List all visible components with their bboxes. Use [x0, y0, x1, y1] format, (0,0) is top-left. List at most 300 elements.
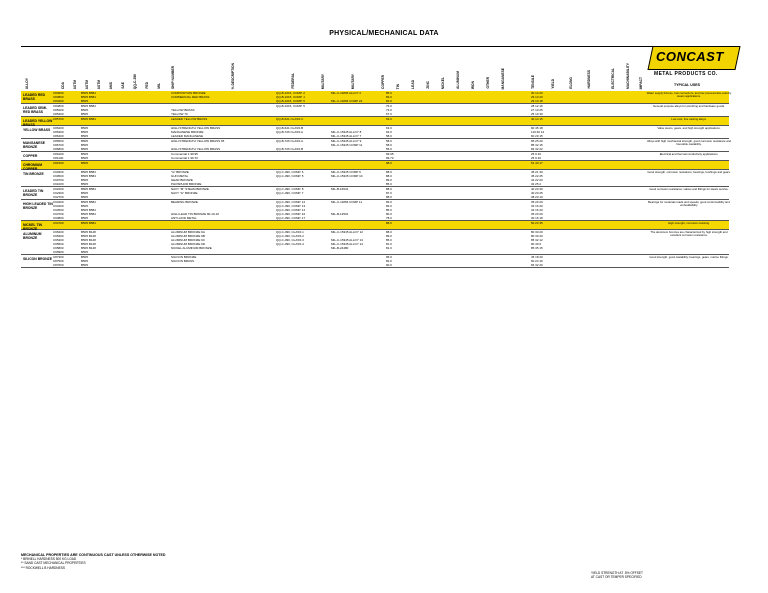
cell-alloy: C83800 [53, 95, 64, 99]
typical-uses-text: Water supply fixtures, fuel connectors, and low pressure/low-velocity steam applications. [646, 91, 732, 99]
cell-desc: COMPOSITION BRONZE [171, 91, 206, 95]
cell-std: B505 [81, 147, 89, 151]
cell-alloy: C95500 [53, 242, 64, 246]
cell-fed: QQ-C-390, COMP. 16 [276, 212, 306, 216]
cell-cu: 63.0 [386, 126, 392, 130]
cell-alloy: C90500 [53, 174, 64, 178]
cell-alloy: C86400 [53, 134, 64, 138]
cell-desc: HIGH STRENGTH YELLOW BRASS [171, 147, 221, 151]
cell-desc: YELLOW BRASS [171, 108, 195, 112]
alloy-group [21, 126, 729, 139]
cell-std: B505 B148 [81, 230, 96, 234]
cell-props: 44 22 20 [531, 178, 543, 182]
cell-std: B505 [81, 139, 89, 143]
cell-mil: MIL-C-15345 COMP 11 [331, 143, 363, 147]
cell-cu: 84.0 [386, 204, 392, 208]
group-label: SILICON BRONZE [23, 257, 53, 261]
cell-props: 32 16 20 [531, 208, 543, 212]
alloy-group [21, 170, 729, 187]
cell-std: B505 B584 [81, 91, 96, 95]
cell-alloy: C85200 [53, 108, 64, 112]
cell-mil: MIL-B-24480 [331, 246, 349, 250]
cell-cu: 83.0 [386, 95, 392, 99]
cell-cu: 99.70 [386, 156, 394, 160]
header-col: CDA [61, 81, 65, 89]
cell-props: 65 25 20 [531, 139, 543, 143]
group-label: MANGANESE BRONZE [23, 141, 46, 149]
cell-std: B505 B584 [81, 221, 96, 225]
cell-desc: NICKEL ALUMINUM BRONZE [171, 246, 212, 250]
cell-fed: QQ-B-1015, COMP. 5 [276, 104, 305, 108]
header-col: ASTM [73, 79, 77, 89]
cell-fed: QQ-C-390, COMP. 12 [276, 200, 306, 204]
table-row [21, 99, 729, 103]
cell-cu: 85.0 [386, 91, 392, 95]
table-header [21, 46, 729, 92]
header-col: MANGANESE [501, 67, 505, 89]
cell-desc: PHOSPHOR BRONZE [171, 182, 202, 186]
cell-alloy: C87300 [53, 255, 64, 259]
header-col: NICKEL [441, 76, 445, 89]
typical-uses-text: Alloys with high mechanical strength, good corrosion resistance and favorable castability. [646, 139, 732, 147]
cell-cu: 88.0 [386, 174, 392, 178]
cell-cu: 89.0 [386, 234, 392, 238]
cell-cu: 55.0 [386, 147, 392, 151]
cell-cu: 81.0 [386, 242, 392, 246]
header-col: TIN [396, 83, 400, 89]
header-col: SAE [121, 82, 125, 89]
header-col: MIL [157, 83, 161, 89]
cell-mil: MIL-C-11866 COMP 22 [331, 99, 363, 103]
cell-std: B505 [81, 112, 89, 116]
table-row [21, 263, 729, 267]
cell-cu: 89.0 [386, 178, 392, 182]
alloy-group [21, 187, 729, 200]
cell-desc: "G" BRONZE [171, 170, 189, 174]
cell-cu: 87.0 [386, 191, 392, 195]
alloy-group [21, 200, 729, 221]
footer-title: MECHANICAL PROPERTIES ARE CONTINUOUS CAST UNLESS OTHERWISE NOTED [21, 553, 166, 557]
cell-std: B505 [81, 259, 89, 263]
cell-std: B505 [81, 130, 89, 134]
cell-mil: MIL-C-15345 ALLOY 7 [331, 134, 362, 138]
cell-fed: QQ-B-726 CLASS A [276, 130, 304, 134]
cell-desc: NAVY "G" BRONZE [171, 191, 198, 195]
footer-note: * BRINELL HARDNESS 500 KG LOAD [21, 557, 77, 562]
header-col: OTHER [486, 77, 490, 89]
group-label: LEADED TIN BRONZE [23, 189, 44, 197]
cell-std: B505 B584 [81, 187, 96, 191]
group-label: NICKEL TIN BRONZE [23, 223, 42, 231]
cell-desc: HIGH LEAD TIN BRONZE 80-10-10 [171, 212, 219, 216]
cell-props: 27 10 25 [531, 108, 543, 112]
header-col: YIELD [551, 79, 555, 89]
cell-std: B505 [81, 152, 89, 156]
typical-uses-text: General purpose alloys for plumbing and hardware goods. [653, 104, 725, 108]
cell-props: 29 13 18 [531, 99, 543, 103]
header-col: FEDERAL [291, 73, 295, 89]
cell-desc: LEADED YELLOW BRASS [171, 117, 208, 121]
cell-cu: 88.0 [386, 187, 392, 191]
cell-std: B505 B584 [81, 95, 96, 99]
cell-props: 110 60 12 [531, 130, 545, 134]
cell-desc: HIGH STRENGTH YELLOW BRASS 65 [171, 139, 225, 143]
cell-alloy: C90700 [53, 178, 64, 182]
cell-fed: QQ-C-390, COMP. 17 [276, 216, 306, 220]
cell-desc: ALUMINUM BRONZE 9A [171, 230, 205, 234]
cell-cu: 85.0 [386, 182, 392, 186]
table-row [21, 195, 729, 199]
table-row [21, 182, 729, 186]
cell-props: 50 23 35 [531, 221, 543, 225]
footer-note: ** SAND CAST MECHANICAL PROPERTIES [21, 561, 86, 566]
cell-std: B505 [81, 99, 89, 103]
cell-std: B505 B148 [81, 246, 96, 250]
table-row [21, 147, 729, 151]
cell-cu: 98.0 [386, 161, 392, 165]
cell-fed: QQ-B-1015, COMP. 2 [276, 91, 305, 95]
cell-alloy: C92200 [53, 187, 64, 191]
cell-cu: 83.0 [386, 200, 392, 204]
cell-props: 32 25 2 [531, 182, 542, 186]
cell-fed: QQ-B-621 CLASS C [276, 117, 304, 121]
cell-std: B505 [81, 250, 89, 254]
header-col: ALLOY [25, 77, 29, 89]
header-col: COPPER [381, 75, 385, 89]
alloy-group [21, 91, 732, 104]
cell-std: B505 [81, 263, 89, 267]
cell-desc: ALUMINUM BRONZE 9C [171, 238, 206, 242]
cell-cu: 63.0 [386, 117, 392, 121]
cell-props: 45 22 25 [531, 174, 543, 178]
cell-fed: QQ-C-390, COMP. 8 [276, 187, 304, 191]
cell-std: B505 B584 [81, 170, 96, 174]
cell-mil: MIL-C-15345 COMP 10 [331, 174, 363, 178]
cell-alloy: C83600 [53, 91, 64, 95]
cell-props: 51 40 17 [531, 161, 543, 165]
cell-desc: GUN METAL [171, 174, 189, 178]
cell-props: 32 16 20 [531, 204, 543, 208]
cell-alloy: C95400 [53, 238, 64, 242]
cell-alloy: C92700 [53, 195, 64, 199]
cell-alloy: C95800 [53, 246, 64, 250]
cell-props: 40 14 15 [531, 117, 543, 121]
cell-alloy: C87500 [53, 259, 64, 263]
cell-fed: QQ-C-390, CLASS 4 [276, 242, 304, 246]
cell-desc: NAVY "M" STEAM BRONZE [171, 187, 209, 191]
header-col: ELONG [569, 77, 573, 89]
header-col: ALUMINUM [456, 71, 460, 89]
cell-cu: 88.0 [386, 221, 392, 225]
page-title: PHYSICAL/MECHANICAL DATA [329, 30, 439, 37]
cell-cu: 67.0 [386, 112, 392, 116]
cell-fed: QQ-B-726 CLASS A [276, 139, 304, 143]
footer-note: *** ROCKWELL B HARDNESS [21, 565, 65, 570]
header-col: % DESCRIPTION [231, 62, 235, 89]
cell-std: B505 [81, 216, 89, 220]
footer-note: AT CAST OR TEMPER SPECIFIED [591, 575, 642, 580]
cell-mil: MIL-C-15345 COMP 9 [331, 170, 361, 174]
cell-alloy: C93200 [53, 200, 64, 204]
cell-alloy: C80100 [53, 152, 64, 156]
cell-std: B505 [81, 108, 89, 112]
cell-cu: 80.0 [386, 212, 392, 216]
alloy-group [21, 161, 729, 170]
cell-fed: QQ-B-1015, COMP. 1 [276, 95, 305, 99]
group-label: CHROMIUM COPPER [23, 163, 43, 171]
group-label: TIN BRONZE [23, 172, 44, 176]
cell-alloy: C87600 [53, 263, 64, 267]
cell-cu: 85.0 [386, 238, 392, 242]
cell-fed: QQ-C-390, COMP. 7 [276, 191, 304, 195]
cell-desc: ALUMINUM BRONZE 9B [171, 234, 205, 238]
cell-cu: 76.0 [386, 104, 392, 108]
header-col: ASTM [85, 79, 89, 89]
cell-std: B505 [81, 161, 89, 165]
cell-alloy: C92300 [53, 191, 64, 195]
alloy-group [21, 230, 729, 255]
alloy-group [21, 104, 729, 117]
typical-uses-text: High strength, corrosion resisting. [668, 221, 710, 225]
typical-uses-text: Low cost, fine casting alloys. [671, 117, 707, 121]
table-row [21, 250, 729, 254]
table-row [21, 216, 729, 220]
cell-props: 85 35 15 [531, 246, 543, 250]
cell-props: 60 20 15 [531, 134, 543, 138]
cell-cu: 58.0 [386, 139, 392, 143]
cell-std: B505 [81, 204, 89, 208]
cell-props: 25 10 30 [531, 112, 543, 116]
cell-props: 90 40 6 [531, 242, 542, 246]
cell-fed: QQ-C-390, COMP. 6 [276, 170, 304, 174]
cell-alloy: C81100 [53, 156, 64, 160]
cell-alloy: C94700 [53, 221, 64, 225]
header-col: FED [145, 82, 149, 89]
cell-fed: QQ-C-390, CLASS 2 [276, 234, 304, 238]
cell-mil: MIL-B-13501 [331, 212, 349, 216]
group-label: COPPER [23, 154, 38, 158]
cell-props: 90 45 18 [531, 126, 543, 130]
cell-std: B505 B584 [81, 208, 96, 212]
cell-cu: 99.95 [386, 152, 394, 156]
cell-props: 80 30 20 [531, 230, 543, 234]
cell-cu: 85.0 [386, 208, 392, 212]
cell-props: 29 13 20 [531, 95, 543, 99]
cell-std: B505 [81, 134, 89, 138]
cell-props: 28 12 16 [531, 104, 543, 108]
cell-alloy: C85700 [53, 117, 64, 121]
cell-desc: GEAR BRONZE [171, 178, 193, 182]
cell-cu: 95.0 [386, 255, 392, 259]
cell-props: 25 9 40 [531, 156, 542, 160]
header-col: MILITARY [321, 73, 325, 89]
cell-props: 35 20 20 [531, 200, 543, 204]
header-col: AMS [109, 81, 113, 89]
header-col: TENSILE [531, 75, 535, 89]
header-col: SHIP NUMBER [171, 65, 175, 89]
typical-uses-text: Good strength, corrosion resistance; bearings, bushings and gears. [647, 170, 731, 174]
cell-fed: QQ-C-390, COMP. 5 [276, 174, 304, 178]
cell-props: 38 20 10 [531, 195, 543, 199]
cell-alloy: C86300 [53, 130, 64, 134]
typical-uses-text: Good strength, good castability; bearings, gears, marine fittings. [649, 255, 729, 259]
typical-uses-text: The aluminum bronzes are characterized by high strength and excellent corrosion resistance. [650, 230, 728, 238]
header-col: ZINC [426, 81, 430, 89]
cell-props: 30 14 20 [531, 91, 543, 95]
cell-mil: MIL-C-15345 ALLOY 12 [331, 230, 363, 234]
cell-cu: 62.0 [386, 130, 392, 134]
cell-std: B505 [81, 178, 89, 182]
header-col: IMPACT [639, 76, 643, 89]
cell-desc: Commercial 1 99.95 [171, 152, 198, 156]
header-col: QQ-C-390 [133, 73, 137, 89]
group-label: ALUMINUM BRONZE [23, 232, 42, 240]
group-label: LEADED SEMI-RED BRASS [23, 106, 48, 114]
alloy-group [21, 117, 729, 126]
cell-std: B505 B584 [81, 117, 96, 121]
cell-std: B505 [81, 195, 89, 199]
header-col: LEAD [411, 80, 415, 89]
header-col: ASTM [97, 79, 101, 89]
cell-desc: SILICON BRONZE [171, 255, 197, 259]
cell-alloy: C86200 [53, 126, 64, 130]
cell-alloy: C84800 [53, 104, 64, 108]
notes-left [21, 557, 729, 570]
cell-props: 85 32 12 [531, 238, 543, 242]
cell-fed: QQ-B-621 CLASS B [276, 126, 304, 130]
cell-std: B505 B584 [81, 212, 96, 216]
cell-cu: 72.0 [386, 108, 392, 112]
cell-props: 80 30 20 [531, 234, 543, 238]
group-label: LEADED YELLOW BRASS [23, 119, 53, 127]
group-label: YELLOW BRASS [23, 128, 51, 132]
cell-props: 85 32 15 [531, 143, 543, 147]
cell-props: 45 21 30 [531, 170, 543, 174]
cell-cu: 78.0 [386, 216, 392, 220]
cell-fed: QQ-C-390, CLASS 3 [276, 238, 304, 242]
cell-props: 25 9 40 [531, 152, 542, 156]
alloy-group [21, 152, 729, 161]
data-table [21, 91, 732, 268]
cell-props: 30 16 18 [531, 216, 543, 220]
typical-uses-text: Electrical and thermal conductivity applications. [659, 152, 719, 156]
cell-alloy: C95300 [53, 234, 64, 238]
cell-alloy: C93700 [53, 212, 64, 216]
cell-alloy: C93500 [53, 208, 64, 212]
cell-std: B505 [81, 156, 89, 160]
cell-cu: 88.0 [386, 230, 392, 234]
cell-mil: MIL-C-15345 ALLOY 9 [331, 139, 362, 143]
cell-cu: 88.0 [386, 170, 392, 174]
cell-props: 35 20 20 [531, 212, 543, 216]
table-row [21, 156, 729, 160]
alloy-group [21, 221, 729, 230]
typical-uses-text: Good corrosion resistance; valves and fittings for steam service. [649, 187, 729, 191]
cell-props: 40 20 30 [531, 187, 543, 191]
cell-desc: LEADED MANGANESE [171, 134, 204, 138]
typical-uses-text: Valve stems, gears, and high strength applications. [657, 126, 721, 130]
table-row [21, 112, 729, 116]
cell-alloy: C91000 [53, 182, 64, 186]
cell-std: B505 [81, 182, 89, 186]
cell-props: 45 18 20 [531, 255, 543, 259]
cell-cu: 81.0 [386, 99, 392, 103]
cell-fed: QQ-C-390, CLASS 1 [276, 230, 304, 234]
cell-desc: COMMERCIAL RED BRASS [171, 95, 210, 99]
cell-cu: 90.0 [386, 263, 392, 267]
header-col: MACHINABILITY [626, 62, 630, 89]
cell-props: 66 32 20 [531, 263, 543, 267]
cell-fed: QQ-B-726 CLASS B [276, 147, 304, 151]
cell-std: B505 B148 [81, 238, 96, 242]
cell-mil: MIL-C-15345 ALLOY 8 [331, 130, 362, 134]
typical-uses-heading: TYPICAL USES [673, 83, 701, 87]
cell-props: 40 20 25 [531, 191, 543, 195]
logo-word: CONCAST [656, 49, 724, 64]
cell-std: B505 [81, 255, 89, 259]
cell-cu: 58.0 [386, 143, 392, 147]
table-row [21, 134, 729, 138]
header-col: ELECTRICAL [611, 68, 615, 89]
cell-alloy: C86800 [53, 147, 64, 151]
cell-alloy: C86700 [53, 143, 64, 147]
typical-uses-text: Bearings for moderate loads and speeds; good conformability and embeddability. [648, 200, 730, 208]
cell-std: B505 B584 [81, 104, 96, 108]
cell-mil: MIL-B-16541 [331, 187, 349, 191]
cell-mil: MIL-C-15345 ALLOY 14 [331, 242, 363, 246]
cell-cu: 58.0 [386, 134, 392, 138]
group-label: HIGH LEADED TIN BRONZE [23, 202, 53, 210]
footer-notes [21, 553, 729, 580]
cell-mil: MIL-C-11866 COMP 11 [331, 200, 363, 204]
alloy-group [21, 255, 729, 268]
cell-fed: QQ-C-390, COMP. 14 [276, 208, 306, 212]
cell-props: 60 24 16 [531, 259, 543, 263]
cell-desc: ANTI-ACID METAL [171, 216, 197, 220]
cell-desc: HIGH STRENGTH YELLOW BRASS [171, 126, 221, 130]
cell-alloy: C93400 [53, 204, 64, 208]
cell-std: B505 [81, 126, 89, 130]
cell-fed: QQ-B-1015, COMP. 5 [276, 99, 305, 103]
cell-alloy: C86500 [53, 139, 64, 143]
cell-props: 82 32 22 [531, 147, 543, 151]
cell-alloy: C95200 [53, 230, 64, 234]
logo-subtitle: METAL PRODUCTS CO. [654, 71, 718, 77]
cell-mil: MIL-C-11866 ALLOY 2 [331, 91, 362, 95]
cell-std: B505 B584 [81, 200, 96, 204]
cell-cu: 88.0 [386, 195, 392, 199]
header-col: MILITARY [351, 73, 355, 89]
cell-std: B505 B584 [81, 174, 96, 178]
cell-cu: 82.0 [386, 259, 392, 263]
cell-alloy: C93800 [53, 216, 64, 220]
cell-std: B505 [81, 143, 89, 147]
header-col: IRON [471, 80, 475, 89]
cell-std: B505 B148 [81, 242, 96, 246]
cell-mil: MIL-C-15345 ALLOY 13 [331, 238, 363, 242]
cell-std: B505 [81, 191, 89, 195]
cell-alloy: C95900 [53, 250, 64, 254]
cell-cu: 81.0 [386, 246, 392, 250]
cell-fed: QQ-C-390, COMP. 13 [276, 204, 306, 208]
cell-desc: Commercial 1 99.70 [171, 156, 198, 160]
group-label: LEADED RED BRASS [23, 93, 46, 101]
header-col: HARDNESS [587, 70, 591, 89]
cell-alloy: C90300 [53, 170, 64, 174]
footer-note: YIELD STRENGTH AT .5% OFFSET [591, 571, 643, 575]
alloy-group [21, 139, 732, 152]
cell-desc: SILICON BRASS [171, 259, 195, 263]
